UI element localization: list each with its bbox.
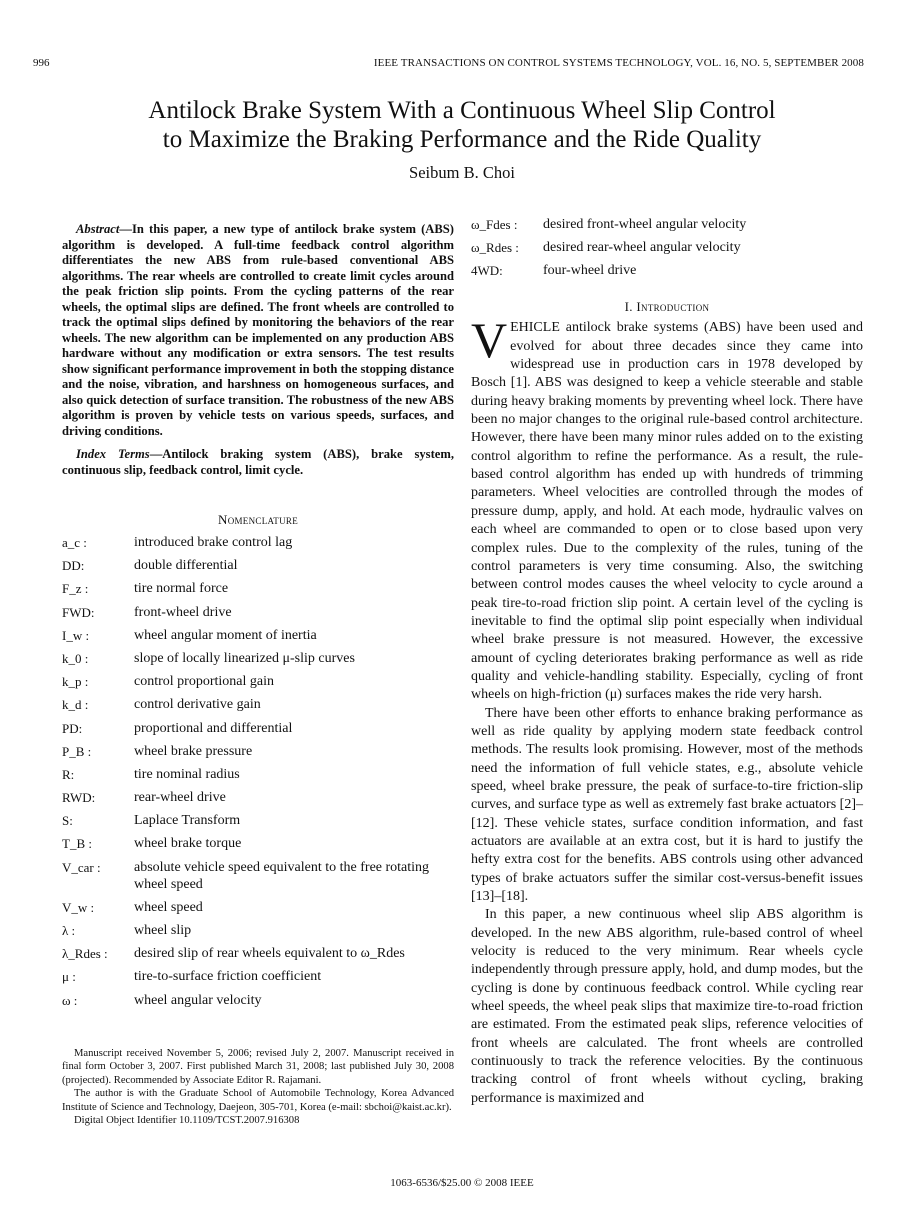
nomenclature-symbol: 4WD: xyxy=(471,263,503,279)
footnote-manuscript: Manuscript received November 5, 2006; revised July 2, 2007. Manuscript received in final form October 3, 2007. First published March 31, 2008; last published July 30, 2008 (projected). Recommended by Associate Editor R. Rajamani. xyxy=(62,1048,454,1086)
nomenclature-definition: wheel brake pressure xyxy=(134,743,253,759)
author-name: Seibum B. Choi xyxy=(409,163,515,182)
nomenclature-entry xyxy=(62,534,454,551)
nomenclature-definition: wheel brake torque xyxy=(134,836,242,852)
nomenclature-entry xyxy=(62,859,454,893)
abstract-label: Abstract xyxy=(76,222,120,236)
nomenclature-entry xyxy=(62,922,454,939)
nomenclature-definition: front-wheel drive xyxy=(134,604,232,620)
nomenclature-definition: proportional and differential xyxy=(134,720,293,736)
nomenclature-symbol: k_d : xyxy=(62,697,89,713)
nomenclature-definition: control derivative gain xyxy=(134,697,261,713)
nomenclature-entry xyxy=(62,789,454,806)
nomenclature-entry xyxy=(62,743,454,760)
nomenclature-symbol: R: xyxy=(62,766,75,782)
nomenclature-definition: wheel speed xyxy=(134,899,203,915)
nomenclature-list xyxy=(62,534,454,1009)
nomenclature-symbol: ω_Fdes : xyxy=(471,217,518,232)
nomenclature-symbol: ω : xyxy=(62,992,78,1008)
nomenclature-definition: wheel angular moment of inertia xyxy=(134,627,317,643)
nomenclature-heading: Nomenclature xyxy=(218,512,298,527)
nomenclature-symbol: I_w : xyxy=(62,627,90,643)
footnote-affiliation: The author is with the Graduate School of Automobile Technology, Korea Advanced Institute of Science and Technology, Daejeon, 305-701, Korea (e-mail: sbchoi@kaist.ac.kr). xyxy=(62,1088,454,1113)
nomenclature-definition: rear-wheel drive xyxy=(134,790,226,806)
introduction-heading xyxy=(471,299,863,315)
nomenclature-entry xyxy=(62,627,454,644)
intro-paragraph-1: VEHICLE antilock brake systems (ABS) have been used and evolved for about three decades since they came into widespread use in production cars in 1978 developed by Bosch [1]. ABS was designed to keep a vehicle steerable and stable during heavy braking moments by preventing wheel lock. There have been no major changes to the original rule-based control architecture. However, there have been many minor rules added on to the existing control algorithm to refine the performance. As a result, the rule-based control algorithm has ended up with hundreds of trimming parameters. Wheel velocities are controlled through the modes of pressure dump, apply, and hold. At each mode, hydraulic valves on each wheel are commanded to open or to close based upon very complex rules. Due to the complexity of the rules, tuning of the control parameters is very time consuming. Also, the switching between control modes causes the wheel velocity to cycle around a peak tire-to-road friction slip point. A certain level of the cycling is inevitable to find the optimal slip point especially when individual wheel brake pressure is not measured. However, the excessive amount of cycling deteriorates braking performance as well as ride quality and vehicle-handling stability. Especially, cycling of front wheels on high-friction (μ) surfaces makes the ride very harsh. xyxy=(471,312,863,703)
journal-header: IEEE TRANSACTIONS ON CONTROL SYSTEMS TECHNOLOGY, VOL. 16, NO. 5, SEPTEMBER 2008 xyxy=(373,57,864,69)
nomenclature-symbol: DD: xyxy=(62,558,85,574)
left-column xyxy=(62,222,454,1015)
title-line-2: to Maximize the Braking Performance and the Ride Quality xyxy=(162,126,762,153)
nomenclature-entry xyxy=(471,216,863,233)
issn-footer: 1063-6536/$25.00 © 2008 IEEE xyxy=(390,1177,534,1189)
nomenclature-definition: desired slip of rear wheels equivalent to ω_Rdes xyxy=(134,946,405,962)
nomenclature-symbol: λ_Rdes : xyxy=(62,946,108,962)
footnote xyxy=(62,1047,454,1127)
nomenclature-definition: wheel slip xyxy=(134,923,192,938)
nomenclature-symbol: P_B : xyxy=(62,743,92,759)
nomenclature-symbol: RWD: xyxy=(62,790,96,806)
introduction-number: I. xyxy=(624,299,633,315)
nomenclature-symbol: T_B : xyxy=(62,836,92,852)
paper-title xyxy=(0,96,924,154)
nomenclature-entry xyxy=(62,696,454,713)
nomenclature-definition: desired rear-wheel angular velocity xyxy=(543,240,741,256)
nomenclature-entry xyxy=(471,239,863,256)
nomenclature-continued-list xyxy=(471,216,863,279)
nomenclature-entry xyxy=(62,557,454,574)
nomenclature-symbol: μ : xyxy=(62,969,76,985)
nomenclature-entry xyxy=(62,968,454,985)
index-terms-label: Index Terms xyxy=(76,447,150,461)
footnote-doi: Digital Object Identifier 10.1109/TCST.2007.916308 xyxy=(74,1115,300,1127)
nomenclature-entry xyxy=(471,262,863,279)
nomenclature-entry xyxy=(62,812,454,829)
abstract xyxy=(62,222,454,439)
nomenclature-definition: tire normal force xyxy=(134,581,229,597)
nomenclature-symbol: λ : xyxy=(62,923,76,938)
nomenclature-definition: desired front-wheel angular velocity xyxy=(543,217,747,232)
introduction-title: Introduction xyxy=(636,299,710,315)
nomenclature-entry xyxy=(62,766,454,783)
nomenclature-entry xyxy=(62,992,454,1009)
right-column xyxy=(471,216,863,1108)
page-number: 996 xyxy=(33,57,50,69)
intro-paragraph-2: There have been other efforts to enhance braking performance as well as ride quality by applying modern state feedback control methods. The results look promising. However, most of the methods need the information of full vehicle states, e.g., absolute vehicle speed, wheel brake pressure, the peak of surface-to-tire friction-slip curves, and surface type as well as extremely fast brake actuators [2]–[12]. These vehicle states, surface condition information, and fast actuators are available at an extra cost, but it is hard to justify the hefty extra cost for the benefits. ABS controls using other advanced types of brake actuators suffer the similar cost-versus-benefit issues [13]–[18]. xyxy=(471,705,863,905)
nomenclature-entry xyxy=(62,580,454,597)
nomenclature-entry xyxy=(62,650,454,667)
nomenclature-definition: double differential xyxy=(134,558,238,574)
nomenclature-entry xyxy=(62,899,454,916)
nomenclature-symbol: S: xyxy=(62,813,73,829)
nomenclature-definition: wheel angular velocity xyxy=(134,992,262,1008)
drop-cap: V xyxy=(471,312,508,369)
nomenclature-definition: control proportional gain xyxy=(134,674,274,690)
index-terms xyxy=(62,447,454,478)
nomenclature-entry xyxy=(62,945,454,962)
nomenclature-entry xyxy=(62,720,454,737)
nomenclature-symbol: V_car : xyxy=(62,859,101,875)
introduction-body xyxy=(471,312,863,1108)
nomenclature-symbol: FWD: xyxy=(62,604,95,620)
nomenclature-symbol: V_w : xyxy=(62,899,95,915)
nomenclature-symbol: k_0 : xyxy=(62,650,89,666)
index-terms-text: —Antilock braking system (ABS), brake system, continuous slip, feedback control, limit cycle. xyxy=(62,447,454,477)
nomenclature-definition: introduced brake control lag xyxy=(134,535,293,550)
nomenclature-symbol: PD: xyxy=(62,720,83,736)
nomenclature-entry xyxy=(62,604,454,621)
nomenclature-definition: slope of locally linearized μ-slip curves xyxy=(134,650,355,666)
nomenclature-symbol: F_z : xyxy=(62,581,89,597)
nomenclature-symbol: ω_Rdes : xyxy=(471,240,519,256)
intro-paragraph-3: In this paper, a new continuous wheel slip ABS algorithm is developed. In the new ABS algorithm, rule-based control of wheel velocity is reduced to the very minimum. Rear wheels cycle independently through pressure apply, hold, and dump modes, but the cycling is done by continuous feedback control. While cycling rear wheel speeds, the wheel peak slips that maximize tire-to-road friction are estimated. From the estimated peak slips, reference velocities of front wheels are calculated. The front wheels are controlled continuously to track the reference velocities. By the continuous tracking control of front wheels without cycling, braking performance is maximized and xyxy=(471,907,863,1106)
title-line-1: Antilock Brake System With a Continuous Wheel Slip Control xyxy=(148,97,776,124)
nomenclature-definition: absolute vehicle speed equivalent to the free rotating wheel speed xyxy=(134,859,430,892)
abstract-text: —In this paper, a new type of antilock brake system (ABS) algorithm is developed. A full-time feedback control algorithm differentiates the new ABS from rule-based conventional ABS algorithms. The rear wheels are controlled to create limit cycles around the peak friction slip points. From the cycling patterns of the rear wheels, the optimal slips are defined. The front wheels are controlled to track the optimal slips defined by monitoring the behaviors of the rear wheels. The new algorithm can be implemented on any production ABS hardware without any modification or extra sensors. The test results show significant performance improvement in both the stopping distance and the noise, vibration, and harshness on homogeneous surfaces, and also quick detection of surface transition. The robustness of the new ABS algorithm is proven by vehicle tests on various speeds, surfaces, and driving conditions. xyxy=(62,222,454,438)
nomenclature-entry xyxy=(62,835,454,852)
nomenclature-symbol: a_c : xyxy=(62,535,87,550)
nomenclature-definition: four-wheel drive xyxy=(543,263,637,279)
nomenclature-symbol: k_p : xyxy=(62,674,89,690)
nomenclature-definition: Laplace Transform xyxy=(134,813,241,829)
nomenclature-definition: tire nominal radius xyxy=(134,766,240,782)
nomenclature-definition: tire-to-surface friction coefficient xyxy=(134,969,322,985)
nomenclature-entry xyxy=(62,673,454,690)
